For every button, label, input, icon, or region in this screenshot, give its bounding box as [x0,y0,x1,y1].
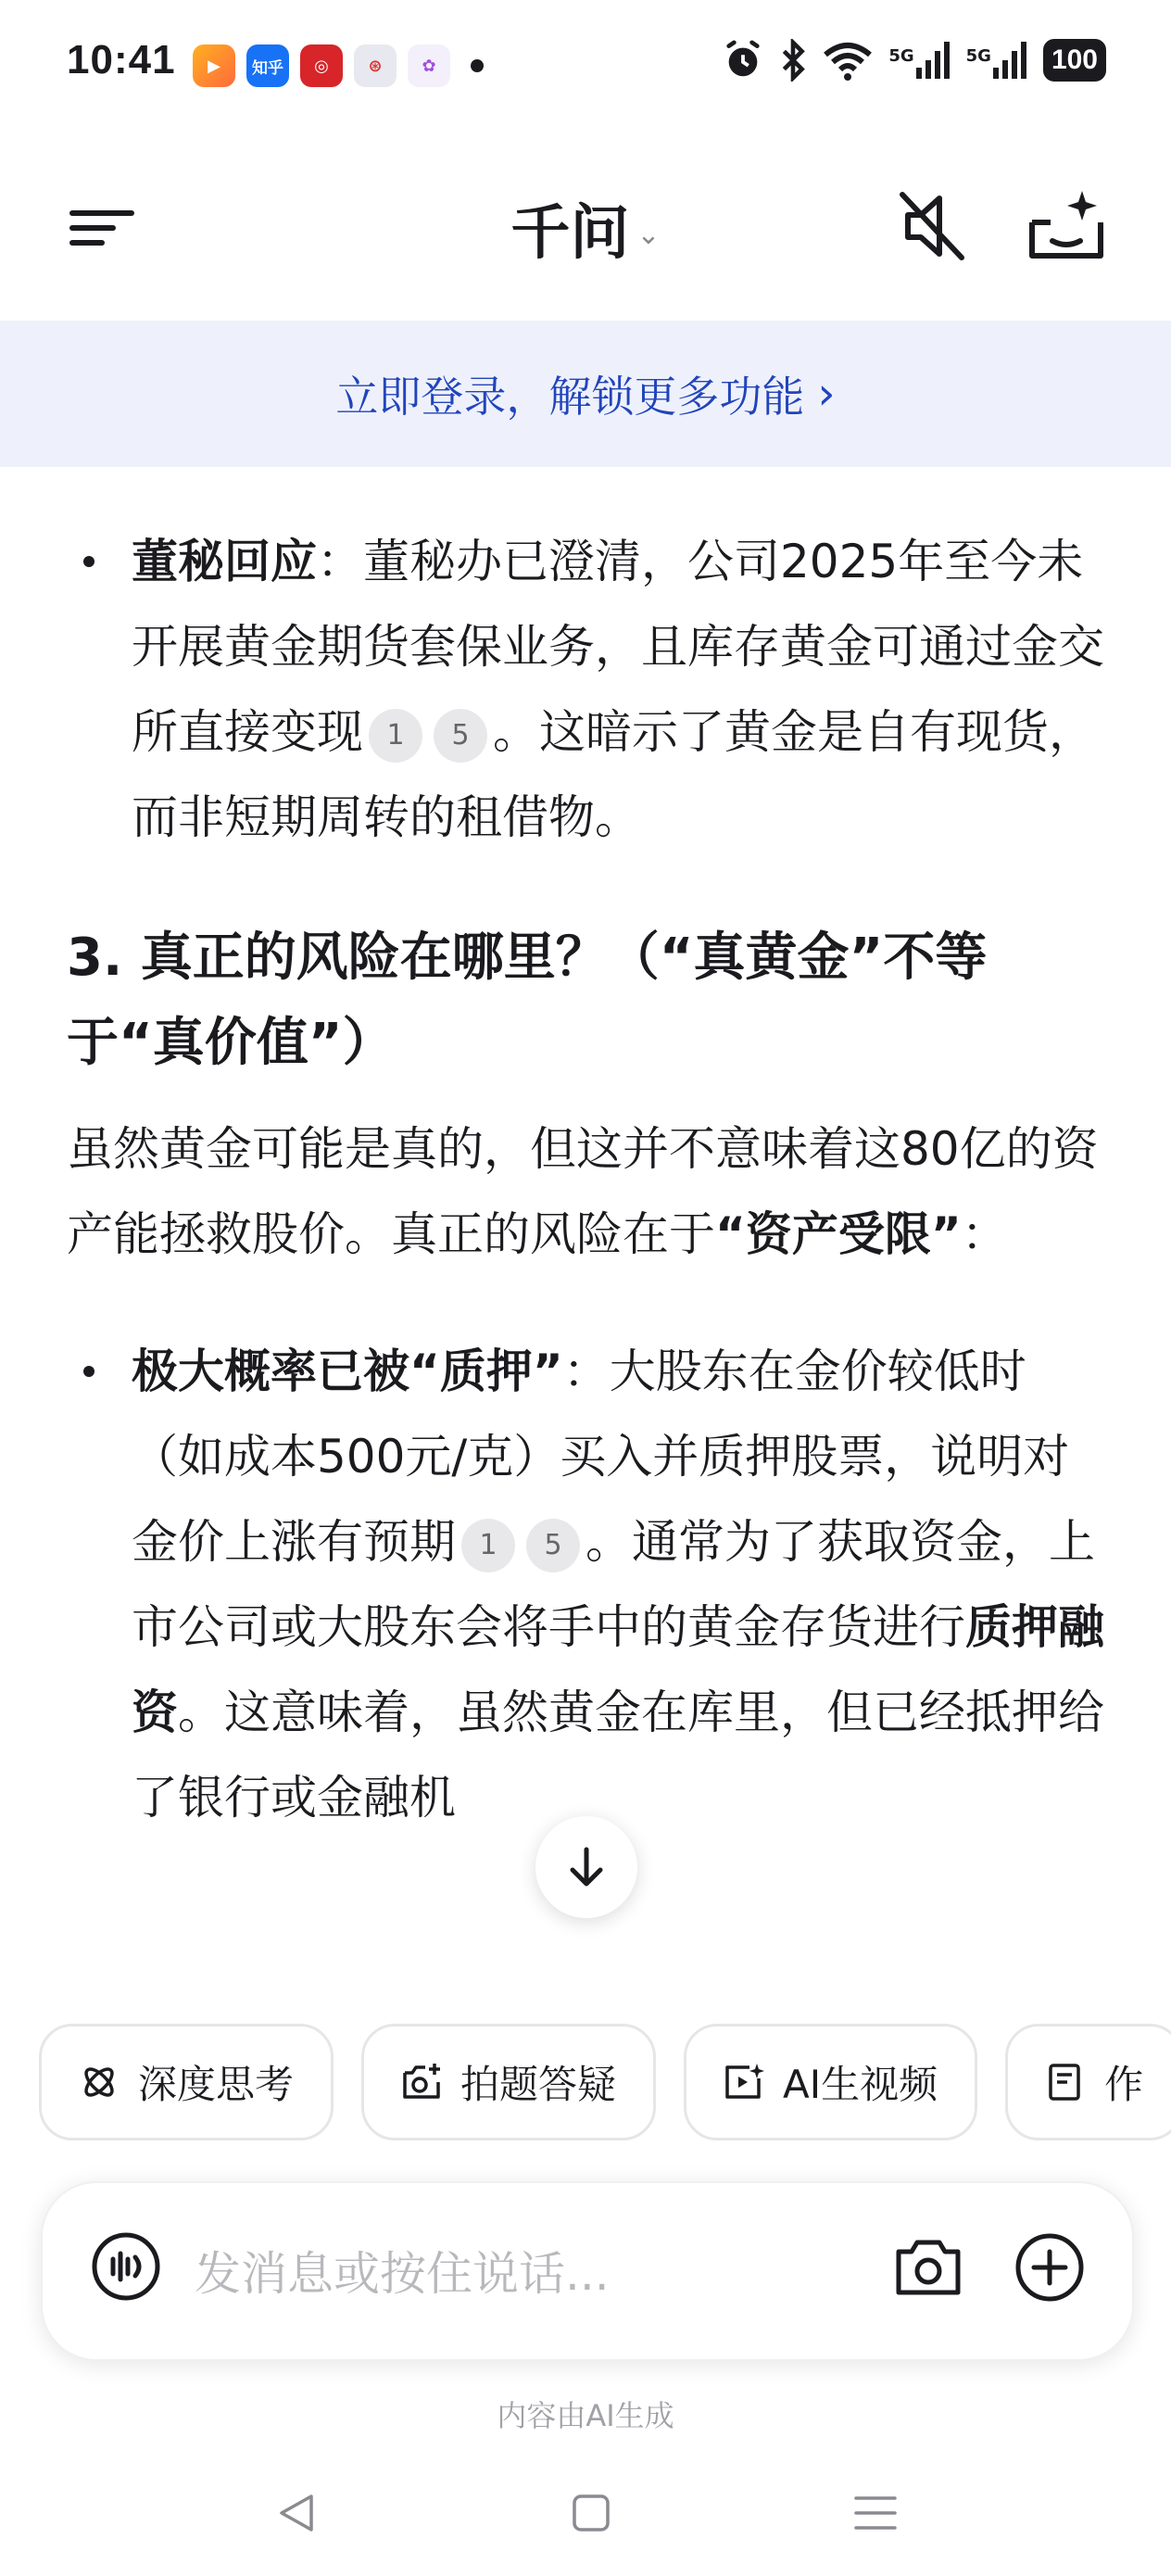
status-indicators [722,39,1106,82]
camera-plus-icon [401,2062,442,2102]
chip-label: 拍题答疑 [460,2062,617,2107]
arrow-down-icon [563,1844,610,1890]
more-notifications-dot [471,59,484,72]
zhihu-app-icon: 知乎 [246,44,289,87]
bluetooth-icon [779,39,807,82]
chip-deep-think[interactable] [39,2024,334,2140]
video-sparkle-icon [724,2062,764,2102]
answer-content [67,519,1104,1840]
citation-badge[interactable]: 1 [369,709,422,763]
scroll-to-bottom-button[interactable] [535,1816,637,1918]
bullet-emphasis: 质押融资 [132,1600,1104,1739]
chip-label: 作 [1104,2062,1144,2107]
ai-generated-notice: 内容由AI生成 [497,2398,674,2433]
system-navigation-bar [0,2465,1171,2548]
gallery-app-icon: ✿ [408,44,450,87]
bullet-text: 。这暗示了黄金是自有现货，而非短期周转的租借物。 [132,705,1095,844]
signal-icon-2: 5G [966,42,1028,79]
notification-icons [193,44,484,87]
section-heading: 3. 真正的风险在哪里？（“真黄金”不等于“真价值”） [67,928,988,1073]
atom-icon [79,2062,120,2102]
message-input-bar [41,2181,1134,2361]
chip-photo-question[interactable] [361,2024,656,2140]
chevron-down-icon: ⌄ [636,219,661,251]
recent-apps-icon[interactable] [852,2491,899,2535]
login-banner-text: 立即登录，解锁更多功能 [335,372,805,422]
back-icon[interactable] [274,2491,319,2535]
list-item [67,519,1104,860]
bullet-separator: ： [562,1345,610,1398]
status-bar [0,0,1171,139]
battery-indicator: 100 [1043,39,1106,82]
chip-label: AI生视频 [783,2062,938,2107]
home-icon[interactable] [569,2491,613,2535]
login-banner[interactable] [0,321,1171,467]
bullet-label: 极大概率已被“质押” [132,1345,563,1398]
chip-label: 深度思考 [138,2062,295,2107]
add-attachment-icon[interactable] [1014,2231,1086,2304]
bullet-text: 大股东在金价较低时（如成本500元/克）买入并质押股票，说明对金价上涨有预期 [132,1345,1070,1569]
bullet-separator: ： [317,535,363,588]
paragraph [67,1106,1104,1277]
new-chat-sparkle-icon[interactable] [1026,187,1106,265]
list-item [67,1329,1104,1840]
status-time: 10:41 [67,37,176,82]
bullet-text: 。通常为了获取资金，上市公司或大股东会将手中的黄金存货进行 [132,1515,1095,1654]
quick-action-chips [39,2024,1171,2140]
chip-ai-video[interactable] [684,2024,977,2140]
bullet-text: 。这意味着，虽然黄金在库里，但已经抵押给了银行或金融机 [132,1686,1104,1825]
citation-badge[interactable]: 5 [434,709,487,763]
alarm-icon [722,39,764,82]
paragraph-emphasis: “资产受限” [715,1207,962,1261]
voice-input-icon[interactable] [91,2231,161,2302]
paragraph-tail: ： [961,1207,1008,1261]
citation-badge[interactable]: 5 [526,1519,580,1572]
tv-app-icon: ▶ [193,44,235,87]
signal-icon-1: 5G [888,42,951,79]
bullet-text: 董秘办已澄清，公司2025年至今未开展黄金期货套保业务，且库存黄金可通过金交所直接变现 [132,535,1104,759]
bank-app-icon: ◎ [300,44,343,87]
speaker-mute-icon[interactable] [895,187,969,265]
app-title: 千问 [510,199,630,268]
paragraph-text: 虽然黄金可能是真的，但这并不意味着这80亿的资产能拯救股价。真正的风险在于 [67,1122,1099,1261]
camera-icon[interactable] [893,2235,963,2300]
mobile-app-icon: ⊛ [354,44,397,87]
chip-writing[interactable] [1005,2024,1171,2140]
app-header [0,139,1171,321]
bullet-label: 董秘回应 [132,535,317,588]
message-input[interactable]: 发消息或按住说话... [195,2247,610,2301]
chevron-right-icon: › [817,368,836,420]
wifi-icon [822,39,874,82]
document-icon [1045,2062,1086,2102]
app-title-dropdown[interactable] [0,185,1171,271]
citation-badge[interactable]: 1 [461,1519,515,1572]
